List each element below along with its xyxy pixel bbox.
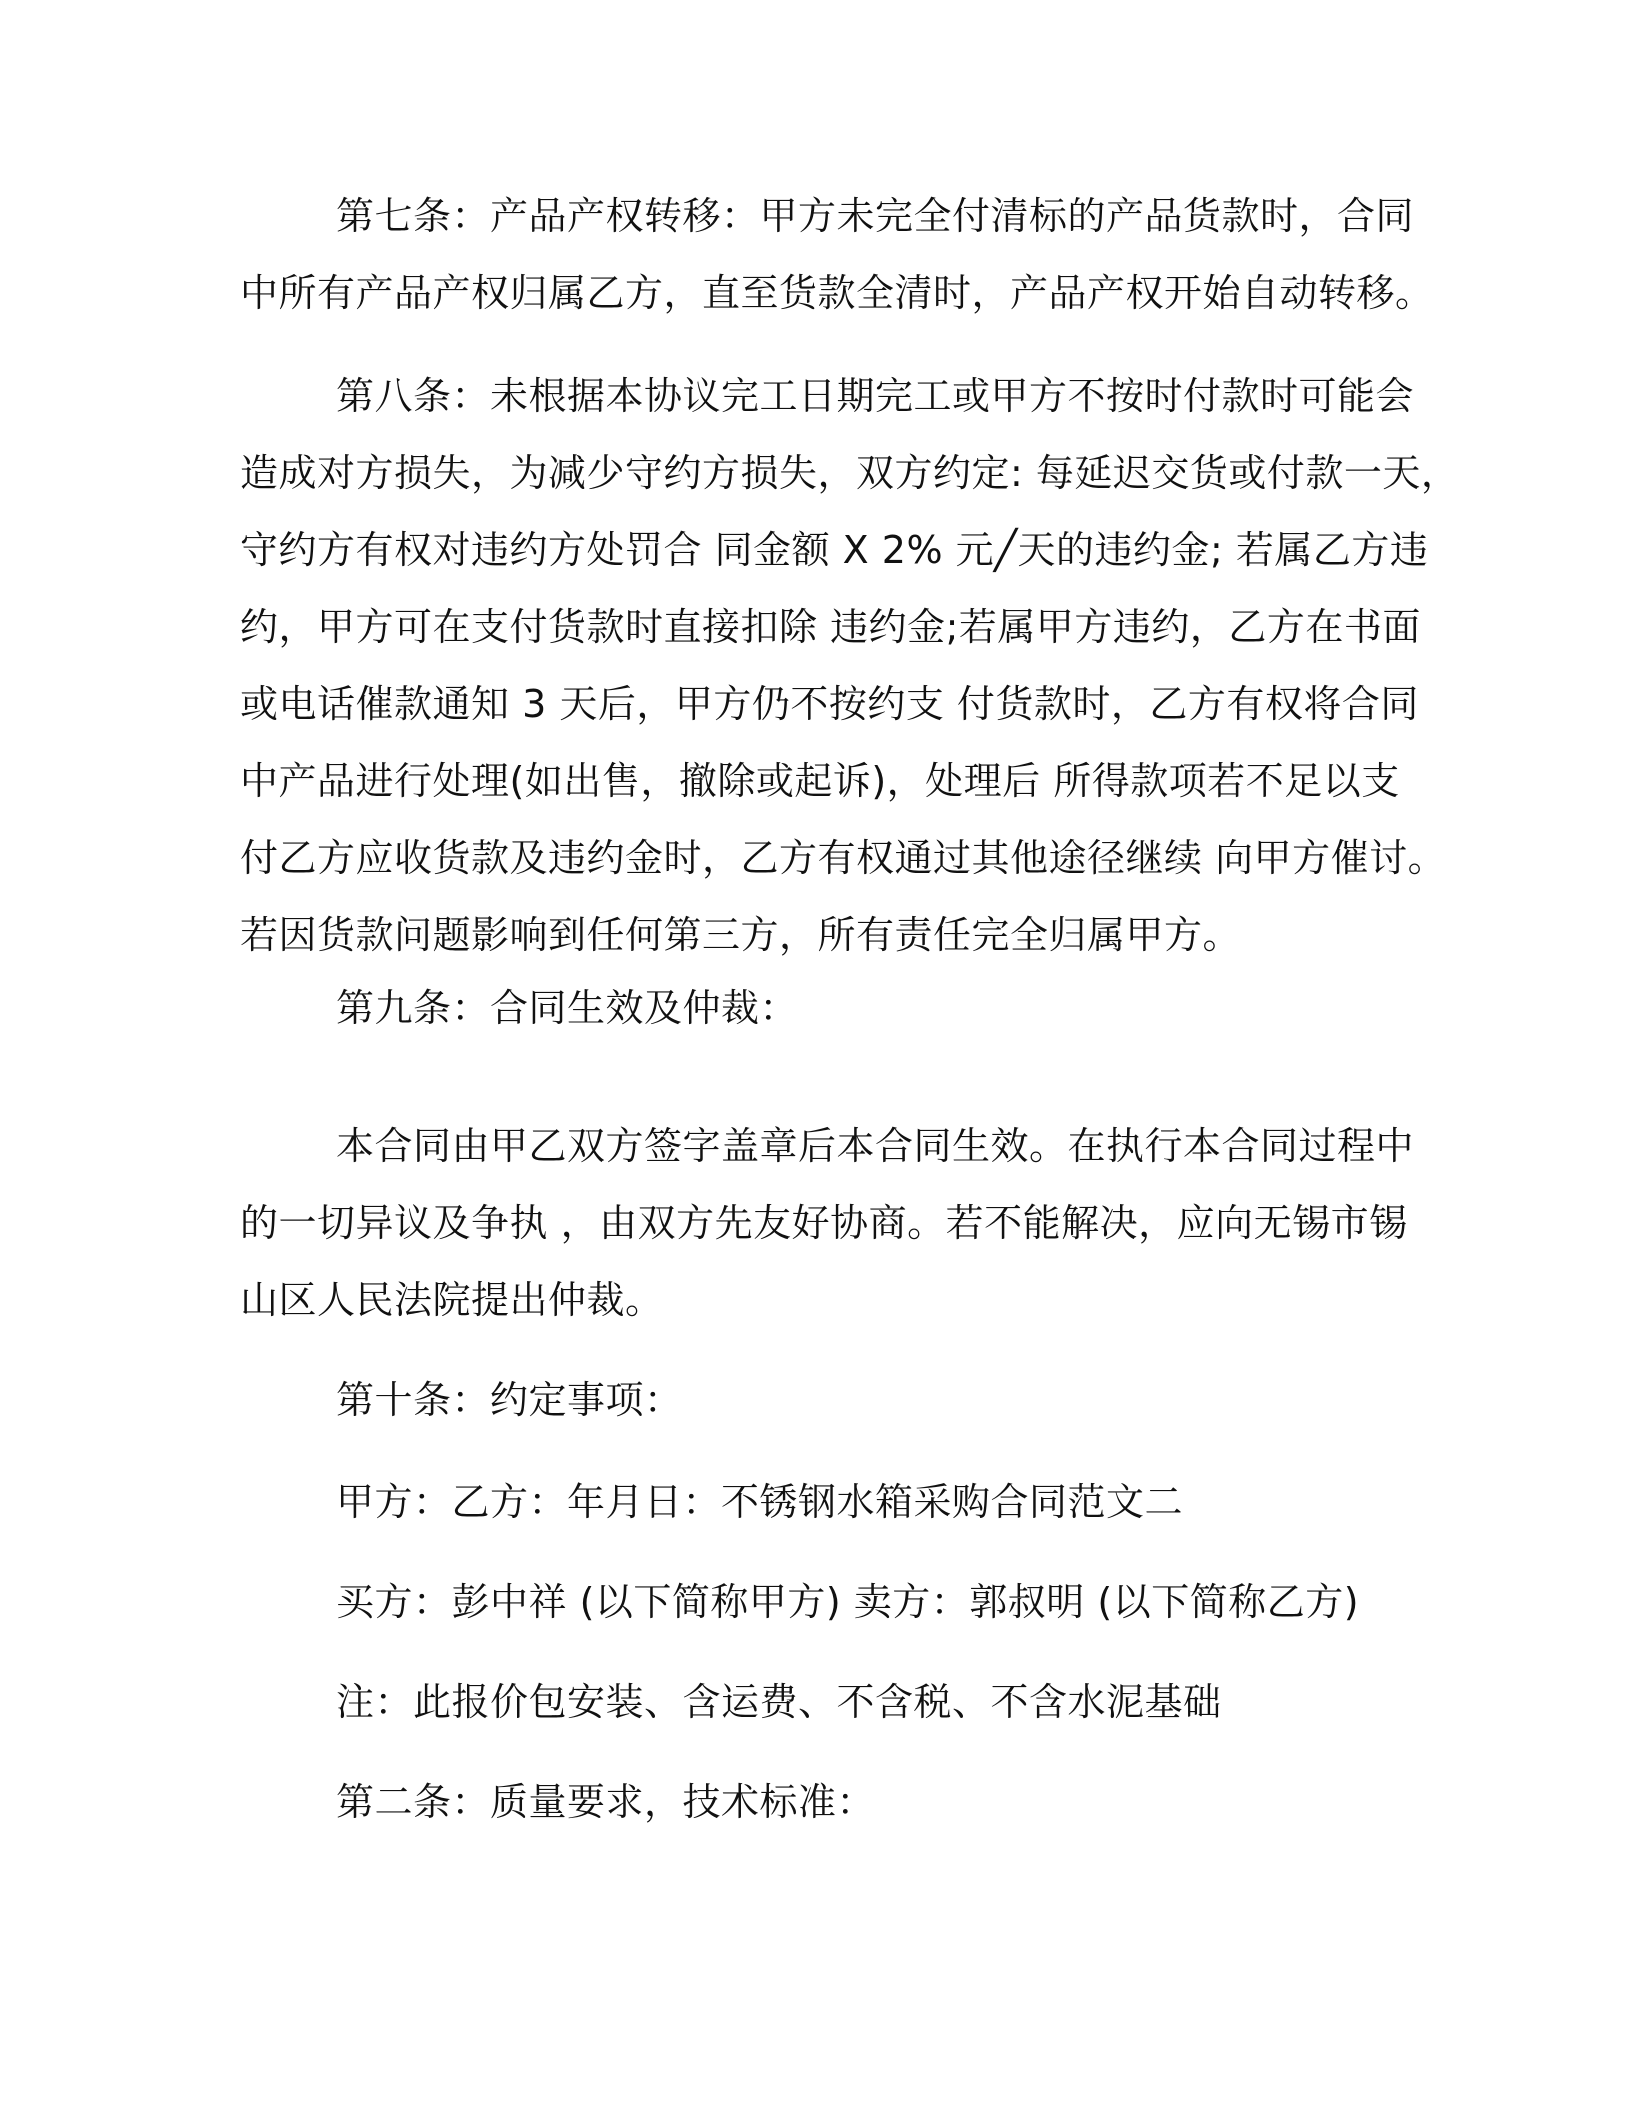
article-9-body	[240, 1108, 1420, 1339]
text-line: 第二条：质量要求，技术标准：	[336, 1780, 876, 1824]
text-line: 买方：彭中祥 (以下简称甲方) 卖方：郭叔明 (以下简称乙方)	[336, 1580, 1360, 1624]
text-line: 或电话催款通知 3 天后，甲方仍不按约支 付货款时，乙方有权将合同	[240, 682, 1419, 726]
text-line: 甲方：乙方：年月日：不锈钢水箱采购合同范文二	[336, 1480, 1184, 1524]
article-2-heading	[240, 1764, 1420, 1841]
text-line: 第八条：未根据本协议完工日期完工或甲方不按时付款时可能会	[336, 374, 1415, 418]
article-10-heading	[240, 1362, 1420, 1439]
text-line: 山区人民法院提出仲裁。	[240, 1278, 664, 1322]
text-line: 造成对方损失，为减少守约方损失，双方约定: 每延迟交货或付款一天，	[240, 451, 1460, 495]
article-9-heading	[240, 970, 1420, 1047]
note-line	[240, 1664, 1420, 1741]
text-line: 第九条：合同生效及仲裁：	[336, 986, 799, 1030]
text-line: 付乙方应收货款及违约金时，乙方有权通过其他途径继续 向甲方催讨。	[240, 836, 1447, 880]
text-line: 中产品进行处理(如出售，撤除或起诉)，处理后 所得款项若不足以支	[240, 759, 1400, 803]
buyer-seller-line	[240, 1564, 1420, 1641]
text-line: 守约方有权对违约方处罚合 同金额 X 2% 元╱天的违约金; 若属乙方违	[240, 528, 1429, 572]
text-line: 中所有产品产权归属乙方，直至货款全清时，产品产权开始自动转移。	[240, 271, 1434, 315]
parties-line	[240, 1464, 1420, 1541]
text-line: 注：此报价包安装、含运费、不含税、不含水泥基础	[336, 1680, 1222, 1724]
text-line: 本合同由甲乙双方签字盖章后本合同生效。在执行本合同过程中	[336, 1124, 1415, 1168]
text-line: 约，甲方可在支付货款时直接扣除 违约金;若属甲方违约，乙方在书面	[240, 605, 1421, 649]
text-line: 第七条：产品产权转移：甲方未完全付清标的产品货款时，合同	[336, 194, 1415, 238]
text-line: 的一切异议及争执 ，由双方先友好协商。若不能解决，应向无锡市锡	[240, 1201, 1408, 1245]
text-line: 第十条：约定事项：	[336, 1378, 683, 1422]
article-7-paragraph	[240, 178, 1434, 332]
article-8-paragraph	[240, 358, 1460, 974]
text-line: 若因货款问题影响到任何第三方，所有责任完全归属甲方。	[240, 913, 1242, 957]
